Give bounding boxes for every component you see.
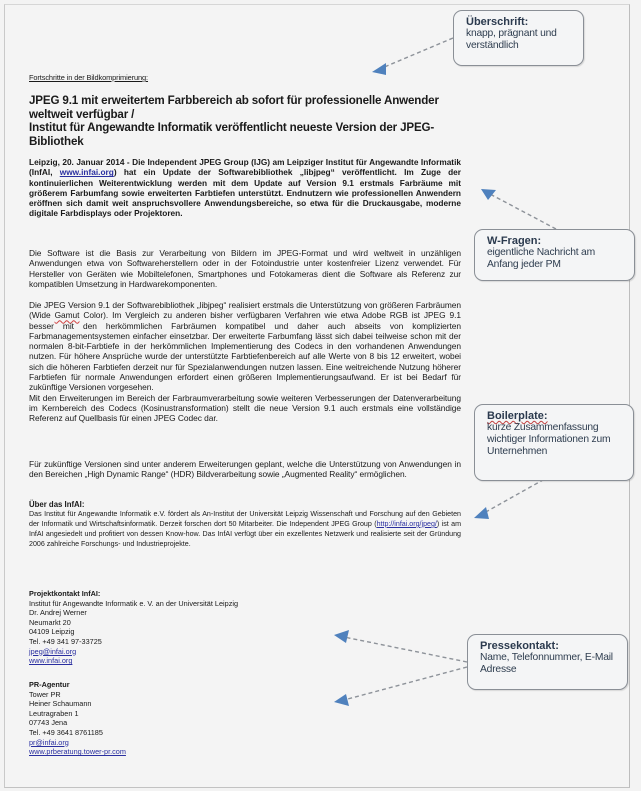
contact-line: Dr. Andrej Werner (29, 608, 87, 618)
body-paragraph-3: Für zukünftige Versionen sind unter anderem Erweiterungen geplant, welche die Unterstützung von Anwendungen in den Bereichen „High Dynamic Range“ (HDR) Bildverarbeitung sowie „Augmented Reality“ ermöglichen. (29, 459, 461, 480)
callout-body: Name, Telefonnummer, E-Mail Adresse (480, 652, 613, 675)
project-web-link[interactable]: www.infai.org (29, 656, 73, 666)
lead-text-start: Leipzig, 20. Januar 2014 - Die Independent JPEG Group (IJG) am Leipziger Institut für Angewandte Informatik (InfAI, (29, 157, 461, 178)
project-contact (29, 589, 309, 666)
about-text-end: ) ist am InfAI angesiedelt und profitiert von dessen Know-how. Das InfAI verfügt über ein exzellentes Netzwerk und realisierte seit der Gründung 2006 zahlreiche Forschungs- und Industrieprojekte. (29, 519, 461, 548)
callout-title: Boilerplate: (487, 410, 548, 422)
callout-title: Pressekontakt: (480, 640, 559, 652)
callout-body: eigentliche Nachricht am Anfang jeder PM (487, 247, 595, 270)
callout-body: kurze Zusammenfassung wichtiger Informationen zum Unternehmen (487, 422, 611, 457)
callout-title: Überschrift: (466, 16, 529, 28)
p2-text-start: Die JPEG Version 9.1 der Softwarebibliothek „libjpeg“ realisiert erstmals die Unterstützung von größeren Farbräumen (Wide (29, 300, 461, 321)
contact-line: Neumarkt 20 (29, 617, 71, 627)
headline-line-2: Institut für Angewandte Informatik veröffentlicht neueste Version der JPEG-Bibliothek (29, 121, 435, 148)
pr-web-link[interactable]: www.prberatung.tower-pr.com (29, 747, 126, 757)
body-paragraph-2 (29, 300, 461, 424)
callout-press-contact (467, 634, 628, 690)
callout-headline (453, 10, 584, 66)
body-paragraph-1: Die Software ist die Basis zur Verarbeitung von Bildern im JPEG-Format und wird weltweit in unzähligen Anwendungen etwa von Softwareherstellern oder in der Fotoindustrie unter kostenfreier Lizenz verwendet. Für Hersteller von Geräten wie Mobiltelefonen, Smartphones und Fotokameras dient die Software als Referenz zur kompatiblen Umsetzung in Hardwarekomponenten. (29, 248, 461, 289)
contact-line: Tower PR (29, 689, 61, 699)
callout-body: knapp, prägnant und verständlich (466, 28, 557, 51)
boilerplate-title: Über das InfAI: (29, 500, 85, 509)
contact-line: Institut für Angewandte Informatik e. V. an der Universität Leipzig (29, 598, 239, 608)
callout-boilerplate (474, 404, 634, 481)
callout-title: W-Fragen: (487, 235, 542, 247)
contact-line: Leutragraben 1 (29, 708, 79, 718)
p2-text-end: Color). Im Vergleich zu anderen bisher verfügbaren Verfahren wie etwa Adobe RGB ist JPEG 9.1 besser mit den herkömmlichen Farbräumen kompatibel und daher auch abseits von komplizierten Farbmanagementsystemen einfacher einsetzbar. Der erweiterte Farbumfang lässt sich dabei teilweise schon mit der normalen 8-bit-Farbtiefe in der herkömmlichen Implementierung des Codecs in den vorhandenen Anwendungen nutzen. Für höhere Ansprüche wurde der unterstützte Farbtiefenbereich auf alle Werte von 8 bis 12 erweitert, wobei sich die höheren Farbtiefen derzeit nur für Spezialanwendungen nutzen lassen. Eine weitreichende Nutzung höherer Farbtiefen für normale Anwendungen erfordert einen größeren Implementierungsaufwand. Er ist bei Bedarf für zukünftige Versionen vorgesehen. (29, 310, 461, 393)
contact-line: Heiner Schaumann (29, 699, 92, 709)
kicker-heading: Fortschritte in der Bildkomprimierung: (29, 73, 149, 82)
pr-agency-contact (29, 680, 309, 757)
lead-text-end: ) hat ein Update der Softwarebibliothek „libjpeg“ veröffentlicht. Im Zuge der kontinuierlichen Weiterentwicklung werden mit dem Update auf Version 9.1 erstmals Farbräume mit größerem Farbumfang sowie erweiterten Farbtiefen unterstützt. Endnutzern wie professionellen Anwendern eröffnen sich damit weit anspruchsvollere Anwendungsbereiche, so etwa für die Druckausgabe, moderne digitale Farbdisplays oder Projektoren. (29, 167, 462, 219)
project-email-link[interactable]: jpeg@infai.org (29, 646, 77, 656)
about-text-start: Das Institut für Angewandte Informatik e.V. fördert als An-Institut der Universität Leipzig Wissenschaft und Forschung auf den Gebieten der Informatik und Wirtschaftsinformatik. Derzeit forschen dort 50 Mitarbeiter. Die Independent JPEG Group ( (29, 510, 461, 528)
headline-line-1: JPEG 9.1 mit erweitertem Farbbereich ab sofort für professionelle Anwender weltweit verfügbar / (29, 94, 439, 121)
boilerplate-text (29, 510, 461, 550)
jpeg-group-link[interactable]: http://infai.org/jpeg/ (376, 519, 437, 528)
infai-link[interactable]: www.infai.org (59, 167, 114, 178)
contact-line: Tel. +49 3641 8761185 (29, 727, 103, 737)
project-contact-title: Projektkontakt InfAI: (29, 589, 101, 598)
contact-line: 04109 Leipzig (29, 627, 75, 637)
pr-email-link[interactable]: pr@infai.org (29, 737, 69, 747)
contact-line: 07743 Jena (29, 718, 68, 728)
p2-continuation: Mit den Erweiterungen im Bereich der Farbraumverarbeitung sowie weiteren Verbesserungen der Datenverarbeitung im Kernbereich des Codecs (Kosinustransformation) stellt die neue Version 9.1 auch erstmals eine vollständige Referenz auf Quellbasis für einen JPEG Codec dar. (29, 392, 461, 424)
headline (29, 94, 459, 148)
lead-paragraph (29, 157, 461, 219)
contact-line: Tel. +49 341 97-33725 (29, 636, 102, 646)
spellcheck-word: Gamut (54, 310, 80, 321)
callout-w-questions (474, 229, 635, 281)
pr-agency-title: PR-Agentur (29, 680, 70, 689)
